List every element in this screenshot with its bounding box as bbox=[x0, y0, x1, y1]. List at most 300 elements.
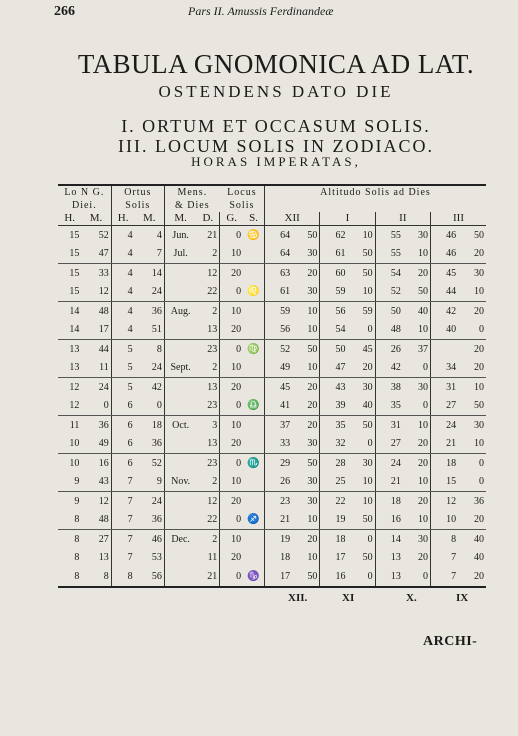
table-cell: 20 bbox=[403, 492, 431, 511]
subheader-m: M. bbox=[81, 212, 111, 226]
table-cell: 50 bbox=[292, 340, 320, 359]
table-row bbox=[58, 245, 486, 264]
table-cell: 20 bbox=[458, 567, 486, 587]
table-cell: 7 bbox=[127, 495, 133, 507]
table-cell: 13 bbox=[196, 435, 219, 454]
table-cell: 59 bbox=[280, 305, 291, 317]
table-cell: 17 bbox=[81, 321, 111, 340]
table-cell: 59 bbox=[320, 283, 348, 302]
table-cell: 10 bbox=[58, 435, 81, 454]
table-cell: 10 bbox=[347, 283, 375, 302]
header-mens: Mens. bbox=[164, 185, 219, 199]
table-cell: ♐ bbox=[243, 511, 264, 530]
table-cell: Jul. bbox=[164, 245, 196, 264]
subheader-hour-xii: XII bbox=[264, 212, 319, 226]
table-cell: 40 bbox=[474, 552, 484, 564]
table-cell bbox=[243, 264, 264, 283]
table-cell: 4 bbox=[111, 321, 134, 340]
table-cell bbox=[243, 549, 264, 567]
table-cell: 24 bbox=[81, 378, 111, 397]
table-cell: 15 bbox=[58, 283, 81, 302]
table-cell: 48 bbox=[81, 511, 111, 530]
table-cell: 0 bbox=[458, 321, 486, 340]
table-cell: 4 bbox=[127, 267, 133, 279]
table-cell: 30 bbox=[474, 267, 484, 279]
table-cell: 55 bbox=[390, 229, 401, 241]
table-cell: 30 bbox=[403, 530, 431, 549]
table-cell: 50 bbox=[347, 245, 375, 264]
page-number: 266 bbox=[54, 4, 75, 19]
table-cell: 44 bbox=[431, 283, 459, 302]
table-cell: 6 bbox=[127, 419, 133, 431]
table-cell: 30 bbox=[403, 226, 431, 245]
table-cell: 10 bbox=[458, 283, 486, 302]
header-longitudo: Lo N G. bbox=[58, 185, 111, 199]
table-cell: 13 bbox=[390, 552, 401, 564]
table-cell: 44 bbox=[81, 340, 111, 359]
table-cell: 7 bbox=[451, 552, 457, 564]
table-cell: 21 bbox=[431, 435, 459, 454]
table-cell: 9 bbox=[135, 473, 165, 492]
table-cell: 52 bbox=[280, 343, 291, 355]
table-cell: 27 bbox=[81, 530, 111, 549]
table-cell: 26 bbox=[264, 473, 292, 492]
table-cell: 4 bbox=[135, 226, 165, 245]
table-row bbox=[58, 321, 486, 340]
table-cell: 6 bbox=[111, 397, 134, 416]
header-dies: & Dies bbox=[175, 200, 210, 211]
table-cell: 10 bbox=[231, 419, 242, 431]
table-cell: 56 bbox=[335, 305, 346, 317]
table-cell: 10 bbox=[347, 492, 375, 511]
table-row bbox=[58, 264, 486, 283]
table-cell: 10 bbox=[403, 321, 431, 340]
table-cell: 26 bbox=[390, 343, 401, 355]
table-cell: 8 bbox=[58, 567, 81, 587]
table-cell: 18 bbox=[446, 457, 457, 469]
table-cell: 50 bbox=[292, 454, 320, 473]
table-cell: 16 bbox=[375, 511, 403, 530]
table-cell bbox=[164, 435, 196, 454]
table-cell: 40 bbox=[474, 534, 484, 545]
table-cell: 10 bbox=[458, 435, 486, 454]
table-cell: 40 bbox=[431, 321, 459, 340]
table-cell: 13 bbox=[196, 378, 219, 397]
table-cell: 36 bbox=[135, 302, 165, 321]
subheader-m: M. bbox=[135, 212, 165, 226]
table-cell: 55 bbox=[375, 245, 403, 264]
table-cell: 33 bbox=[264, 435, 292, 454]
table-cell: 62 bbox=[335, 229, 346, 241]
table-cell: 9 bbox=[74, 495, 80, 507]
table-cell: 24 bbox=[135, 492, 165, 511]
table-cell: 10 bbox=[220, 473, 243, 492]
table-cell: 61 bbox=[320, 245, 348, 264]
header-solis: Solis bbox=[111, 199, 164, 212]
footer-hour-xi: XI bbox=[342, 592, 355, 604]
table-cell: 0 bbox=[220, 283, 243, 302]
subheader-hour-iii: III bbox=[431, 212, 487, 226]
table-cell: 19 bbox=[320, 511, 348, 530]
table-cell: 22 bbox=[196, 511, 219, 530]
table-row bbox=[58, 473, 486, 492]
table-cell bbox=[243, 302, 264, 321]
table-cell: 27 bbox=[375, 435, 403, 454]
table-cell: 34 bbox=[431, 359, 459, 378]
table-cell: 43 bbox=[335, 381, 346, 393]
table-row bbox=[58, 397, 486, 416]
table-cell: ♏ bbox=[243, 454, 264, 473]
table-cell: 0 bbox=[347, 321, 375, 340]
subheader-hour-i: I bbox=[320, 212, 375, 226]
table-cell: 50 bbox=[347, 511, 375, 530]
table-cell: 10 bbox=[220, 245, 243, 264]
table-cell: 28 bbox=[335, 457, 346, 469]
table-cell: 50 bbox=[458, 397, 486, 416]
table-cell: 10 bbox=[292, 321, 320, 340]
table-cell: 18 bbox=[390, 495, 401, 507]
table-cell: 30 bbox=[474, 419, 484, 431]
table-cell: 53 bbox=[135, 549, 165, 567]
table-cell bbox=[243, 359, 264, 378]
table-row bbox=[58, 511, 486, 530]
table-cell bbox=[243, 378, 264, 397]
table-cell: 0 bbox=[236, 343, 242, 355]
table-cell: 20 bbox=[292, 530, 320, 549]
table-cell: 35 bbox=[335, 419, 346, 431]
table-body bbox=[58, 226, 486, 588]
table-cell: 0 bbox=[347, 567, 375, 587]
table-cell: 12 bbox=[81, 283, 111, 302]
table-cell: 52 bbox=[135, 454, 165, 473]
table-cell: 16 bbox=[320, 567, 348, 587]
table-cell: 13 bbox=[375, 567, 403, 587]
table-cell: 45 bbox=[280, 381, 291, 393]
table-cell: 7 bbox=[135, 245, 165, 264]
table-cell: 50 bbox=[292, 226, 320, 245]
table-cell: 20 bbox=[231, 381, 242, 393]
table-cell: 24 bbox=[135, 283, 165, 302]
table-cell: 3 bbox=[196, 416, 219, 435]
table-cell: 20 bbox=[231, 552, 242, 564]
table-cell: 20 bbox=[220, 321, 243, 340]
table-cell: 54 bbox=[320, 321, 348, 340]
table-cell: 47 bbox=[320, 359, 348, 378]
table-cell bbox=[164, 567, 196, 587]
table-cell: 13 bbox=[81, 549, 111, 567]
table-cell bbox=[164, 283, 196, 302]
table-cell: 10 bbox=[403, 416, 431, 435]
table-cell: 29 bbox=[280, 457, 291, 469]
table-cell: 13 bbox=[58, 359, 81, 378]
title-line-locum: III. LOCUM SOLIS IN ZODIACO. bbox=[118, 136, 434, 156]
table-cell: 51 bbox=[135, 321, 165, 340]
table-cell: 45 bbox=[347, 340, 375, 359]
subheader-s: S. bbox=[243, 212, 264, 226]
table-cell: 23 bbox=[196, 397, 219, 416]
table-cell: 30 bbox=[292, 283, 320, 302]
table-cell: 23 bbox=[196, 340, 219, 359]
table-row bbox=[58, 567, 486, 587]
table-cell: 8 bbox=[451, 534, 457, 545]
table-cell: 7 bbox=[111, 473, 134, 492]
table-cell: 12 bbox=[446, 495, 457, 507]
table-cell bbox=[164, 378, 196, 397]
table-cell bbox=[164, 454, 196, 473]
table-cell: 4 bbox=[111, 245, 134, 264]
table-cell: 10 bbox=[292, 549, 320, 567]
table-cell: 20 bbox=[292, 397, 320, 416]
table-cell: 41 bbox=[264, 397, 292, 416]
table-cell: 60 bbox=[335, 267, 346, 279]
running-head: Pars II. Amussis Ferdinandeæ bbox=[188, 4, 334, 18]
footer-hour-xii: XII. bbox=[288, 592, 308, 604]
table-cell: 0 bbox=[403, 359, 431, 378]
table-subtitle: OSTENDENS DATO DIE bbox=[158, 82, 394, 101]
table-cell: 20 bbox=[292, 264, 320, 283]
table-cell: 48 bbox=[81, 302, 111, 321]
subheader-g: G. bbox=[220, 212, 243, 226]
table-cell: 14 bbox=[58, 321, 81, 340]
table-cell: 0 bbox=[220, 511, 243, 530]
table-cell: 10 bbox=[231, 305, 242, 317]
table-cell: 21 bbox=[196, 567, 219, 587]
table-cell: 15 bbox=[69, 229, 80, 241]
table-cell: 8 bbox=[111, 567, 134, 587]
table-cell: 11 bbox=[69, 419, 80, 431]
table-cell: 46 bbox=[446, 229, 457, 241]
table-cell: 20 bbox=[458, 359, 486, 378]
table-cell: 49 bbox=[264, 359, 292, 378]
table-cell: 20 bbox=[231, 267, 242, 279]
table-cell: 9 bbox=[58, 473, 81, 492]
table-cell: 30 bbox=[347, 454, 375, 473]
table-row bbox=[58, 226, 486, 245]
table-row bbox=[58, 435, 486, 454]
header-altitudo: Altitudo Solis ad Dies bbox=[264, 185, 486, 199]
table-cell: 8 bbox=[74, 534, 80, 545]
hour-footer bbox=[58, 592, 486, 606]
header-ortus: Ortus bbox=[111, 185, 164, 199]
table-cell: 8 bbox=[135, 340, 165, 359]
table-cell: 7 bbox=[127, 534, 133, 545]
table-cell: 6 bbox=[127, 457, 133, 469]
table-cell: 20 bbox=[403, 264, 431, 283]
table-cell: 20 bbox=[403, 549, 431, 567]
table-cell: 43 bbox=[81, 473, 111, 492]
table-cell: 54 bbox=[390, 267, 401, 279]
table-cell: ♑ bbox=[243, 567, 264, 587]
table-cell: Aug. bbox=[170, 305, 191, 317]
table-cell: 10 bbox=[69, 457, 80, 469]
table-cell: 10 bbox=[431, 511, 459, 530]
table-cell: 0 bbox=[403, 397, 431, 416]
table-cell: 50 bbox=[474, 229, 484, 241]
table-cell: 0 bbox=[479, 457, 484, 469]
table-cell: ♍ bbox=[243, 340, 264, 359]
table-cell: 20 bbox=[403, 454, 431, 473]
table-cell: 33 bbox=[81, 264, 111, 283]
table-cell: 42 bbox=[446, 305, 457, 317]
table-row bbox=[58, 492, 486, 511]
table-cell: 21 bbox=[264, 511, 292, 530]
table-cell: 10 bbox=[403, 511, 431, 530]
table-cell: 24 bbox=[446, 419, 457, 431]
catchword: ARCHI- bbox=[423, 634, 478, 649]
table-cell: 31 bbox=[446, 381, 457, 393]
table-cell bbox=[431, 340, 459, 359]
table-cell: 10 bbox=[403, 245, 431, 264]
table-cell: 20 bbox=[403, 435, 431, 454]
table-title: TABULA GNOMONICA AD LAT. bbox=[77, 49, 475, 79]
table-cell: 46 bbox=[431, 245, 459, 264]
table-cell: 36 bbox=[135, 435, 165, 454]
table-cell: 56 bbox=[264, 321, 292, 340]
table-cell: 10 bbox=[292, 302, 320, 321]
table-cell: 8 bbox=[74, 552, 80, 564]
table-cell: 40 bbox=[403, 302, 431, 321]
table-cell: 40 bbox=[347, 397, 375, 416]
table-row bbox=[58, 378, 486, 397]
table-cell bbox=[164, 340, 196, 359]
table-cell bbox=[164, 397, 196, 416]
table-cell: 50 bbox=[347, 549, 375, 567]
table-cell: 12 bbox=[196, 264, 219, 283]
table-cell: 7 bbox=[127, 552, 133, 564]
table-cell: 0 bbox=[135, 397, 165, 416]
table-cell: 15 bbox=[69, 267, 80, 279]
table-cell: 50 bbox=[403, 283, 431, 302]
table-cell: 37 bbox=[280, 419, 291, 431]
table-row bbox=[58, 340, 486, 359]
table-cell: Sept. bbox=[164, 359, 196, 378]
table-row bbox=[58, 454, 486, 473]
table-cell: 21 bbox=[196, 226, 219, 245]
header-locus-solis: Solis bbox=[220, 199, 265, 212]
subheader-h: H. bbox=[58, 212, 81, 226]
table-cell: 14 bbox=[135, 264, 165, 283]
table-cell: 12 bbox=[58, 397, 81, 416]
table-cell: 5 bbox=[111, 359, 134, 378]
table-cell: 0 bbox=[236, 229, 242, 241]
table-cell: 20 bbox=[231, 495, 242, 507]
table-cell: 20 bbox=[474, 305, 484, 317]
gnomonic-table bbox=[58, 184, 486, 588]
table-cell: 64 bbox=[264, 245, 292, 264]
table-cell: 5 bbox=[127, 343, 133, 355]
table-cell: 5 bbox=[127, 381, 133, 393]
table-cell: 23 bbox=[196, 454, 219, 473]
table-cell: 52 bbox=[81, 226, 111, 245]
table-cell bbox=[164, 549, 196, 567]
header-diei: Diei. bbox=[58, 199, 111, 212]
table-cell: 0 bbox=[220, 567, 243, 587]
table-cell: 0 bbox=[220, 397, 243, 416]
table-cell: 24 bbox=[390, 457, 401, 469]
table-cell: Nov. bbox=[164, 473, 196, 492]
table-cell bbox=[243, 321, 264, 340]
table-cell: 6 bbox=[111, 435, 134, 454]
table-cell: 47 bbox=[81, 245, 111, 264]
table-cell: Jun. bbox=[172, 229, 189, 241]
table-cell: 14 bbox=[69, 305, 80, 317]
table-cell: 11 bbox=[81, 359, 111, 378]
table-cell: 31 bbox=[390, 419, 401, 431]
table-cell: 25 bbox=[320, 473, 348, 492]
table-cell: 36 bbox=[135, 511, 165, 530]
table-cell: 15 bbox=[431, 473, 459, 492]
table-cell: 20 bbox=[458, 245, 486, 264]
table-cell: 20 bbox=[292, 378, 320, 397]
table-cell: 2 bbox=[196, 530, 219, 549]
table-cell: 18 bbox=[280, 552, 291, 564]
subheader-d: D. bbox=[196, 212, 219, 226]
table-row bbox=[58, 302, 486, 321]
table-cell: 22 bbox=[335, 495, 346, 507]
table-cell: 50 bbox=[347, 416, 375, 435]
table-cell: ♌ bbox=[243, 283, 264, 302]
table-cell: 27 bbox=[431, 397, 459, 416]
header-locus: Locus bbox=[220, 185, 265, 199]
table-cell: 30 bbox=[292, 245, 320, 264]
table-cell: 10 bbox=[292, 359, 320, 378]
table-cell bbox=[243, 245, 264, 264]
table-cell: ♋ bbox=[243, 226, 264, 245]
table-cell: 50 bbox=[292, 567, 320, 587]
table-cell: 42 bbox=[375, 359, 403, 378]
table-cell: 8 bbox=[58, 511, 81, 530]
table-cell: 0 bbox=[236, 457, 242, 469]
table-cell bbox=[164, 321, 196, 340]
table-cell: 36 bbox=[474, 495, 484, 507]
table-cell: 0 bbox=[458, 473, 486, 492]
table-cell: 7 bbox=[431, 567, 459, 587]
table-cell: 18 bbox=[335, 534, 346, 545]
table-cell: 64 bbox=[280, 229, 291, 241]
table-cell: 2 bbox=[196, 245, 219, 264]
table-cell: 10 bbox=[347, 473, 375, 492]
subheader-h: H. bbox=[111, 212, 134, 226]
table-cell: 22 bbox=[196, 283, 219, 302]
table-cell: 59 bbox=[347, 302, 375, 321]
table-cell: 4 bbox=[111, 283, 134, 302]
footer-hour-x: X. bbox=[406, 592, 417, 604]
table-cell bbox=[243, 530, 264, 549]
table-cell: 16 bbox=[81, 454, 111, 473]
table-cell: 10 bbox=[292, 511, 320, 530]
table-cell bbox=[243, 416, 264, 435]
table-cell: 35 bbox=[375, 397, 403, 416]
table-cell: 0 bbox=[347, 530, 375, 549]
table-cell: 61 bbox=[264, 283, 292, 302]
footer-hour-ix: IX bbox=[456, 592, 469, 604]
table-cell: 0 bbox=[81, 397, 111, 416]
table-cell: 38 bbox=[390, 381, 401, 393]
table-cell: 13 bbox=[69, 343, 80, 355]
table-cell: 13 bbox=[196, 321, 219, 340]
table-cell: 10 bbox=[231, 534, 242, 545]
table-cell: 2 bbox=[196, 302, 219, 321]
table-row bbox=[58, 530, 486, 549]
subheader-hour-ii: II bbox=[375, 212, 430, 226]
table-cell: 12 bbox=[69, 381, 80, 393]
table-cell bbox=[243, 492, 264, 511]
table-cell bbox=[243, 435, 264, 454]
table-cell: 32 bbox=[320, 435, 348, 454]
table-cell: 10 bbox=[403, 473, 431, 492]
table-cell: 48 bbox=[375, 321, 403, 340]
table-cell bbox=[243, 473, 264, 492]
